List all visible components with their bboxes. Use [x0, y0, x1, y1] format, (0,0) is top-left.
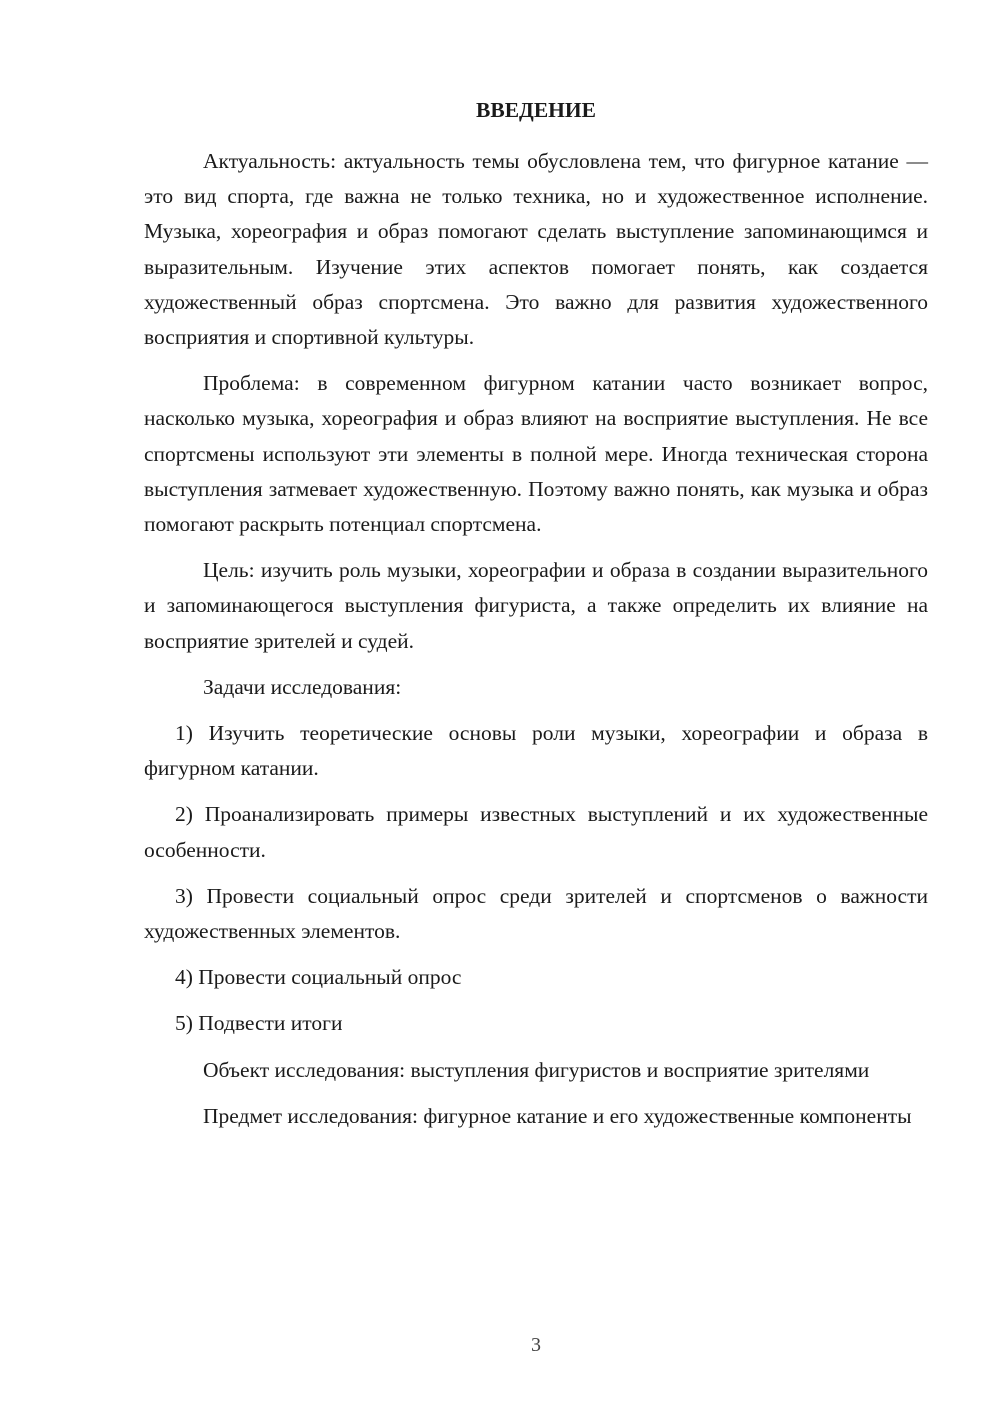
subject-paragraph: Предмет исследования: фигурное катание и его художественные компоненты: [203, 1103, 912, 1128]
section-heading: ВВЕДЕНИЕ: [476, 98, 596, 122]
object-paragraph: Объект исследования: выступления фигуристов и восприятие зрителями: [203, 1057, 870, 1082]
task-item-4: 4) Провести социальный опрос: [175, 965, 462, 990]
task-item-1: 1) Изучить теоретические основы роли музыки, хореографии и образа в фигурном катании.: [144, 721, 928, 781]
task-item-2: 2) Проанализировать примеры известных выступлений и их художественные особенности.: [144, 802, 928, 862]
page-number: 3: [531, 1334, 541, 1356]
document-page: [144, 92, 928, 1145]
tasks-heading: Задачи исследования:: [203, 674, 402, 699]
relevance-paragraph: Актуальность: актуальность темы обусловлена тем, что фигурное катание — это вид спорта, где важна не только техника, но и художественное исполнение. Музыка, хореография и образ помогают сделать выступление запоминающимся и выразительным. Изучение этих аспектов помогает понять, как создается художественный образ спортсмена. Это важно для развития художественного восприятия и спортивной культуры.: [144, 149, 928, 350]
task-item-3: 3) Провести социальный опрос среди зрителей и спортсменов о важности художественных элементов.: [144, 883, 928, 944]
goal-paragraph: Цель: изучить роль музыки, хореографии и образа в создании выразительного и запоминающегося выступления фигуриста, а также определить их влияние на восприятие зрителей и судей.: [144, 558, 928, 653]
problem-paragraph: Проблема: в современном фигурном катании часто возникает вопрос, насколько музыка, хореография и образ влияют на восприятие выступления. Не все спортсмены используют эти элементы в полной мере. Иногда техническая сторона выступления затмевает художественную. Поэтому важно понять, как музыка и образ помогают раскрыть потенциал спортсмена.: [144, 371, 928, 537]
task-item-5: 5) Подвести итоги: [175, 1011, 343, 1036]
